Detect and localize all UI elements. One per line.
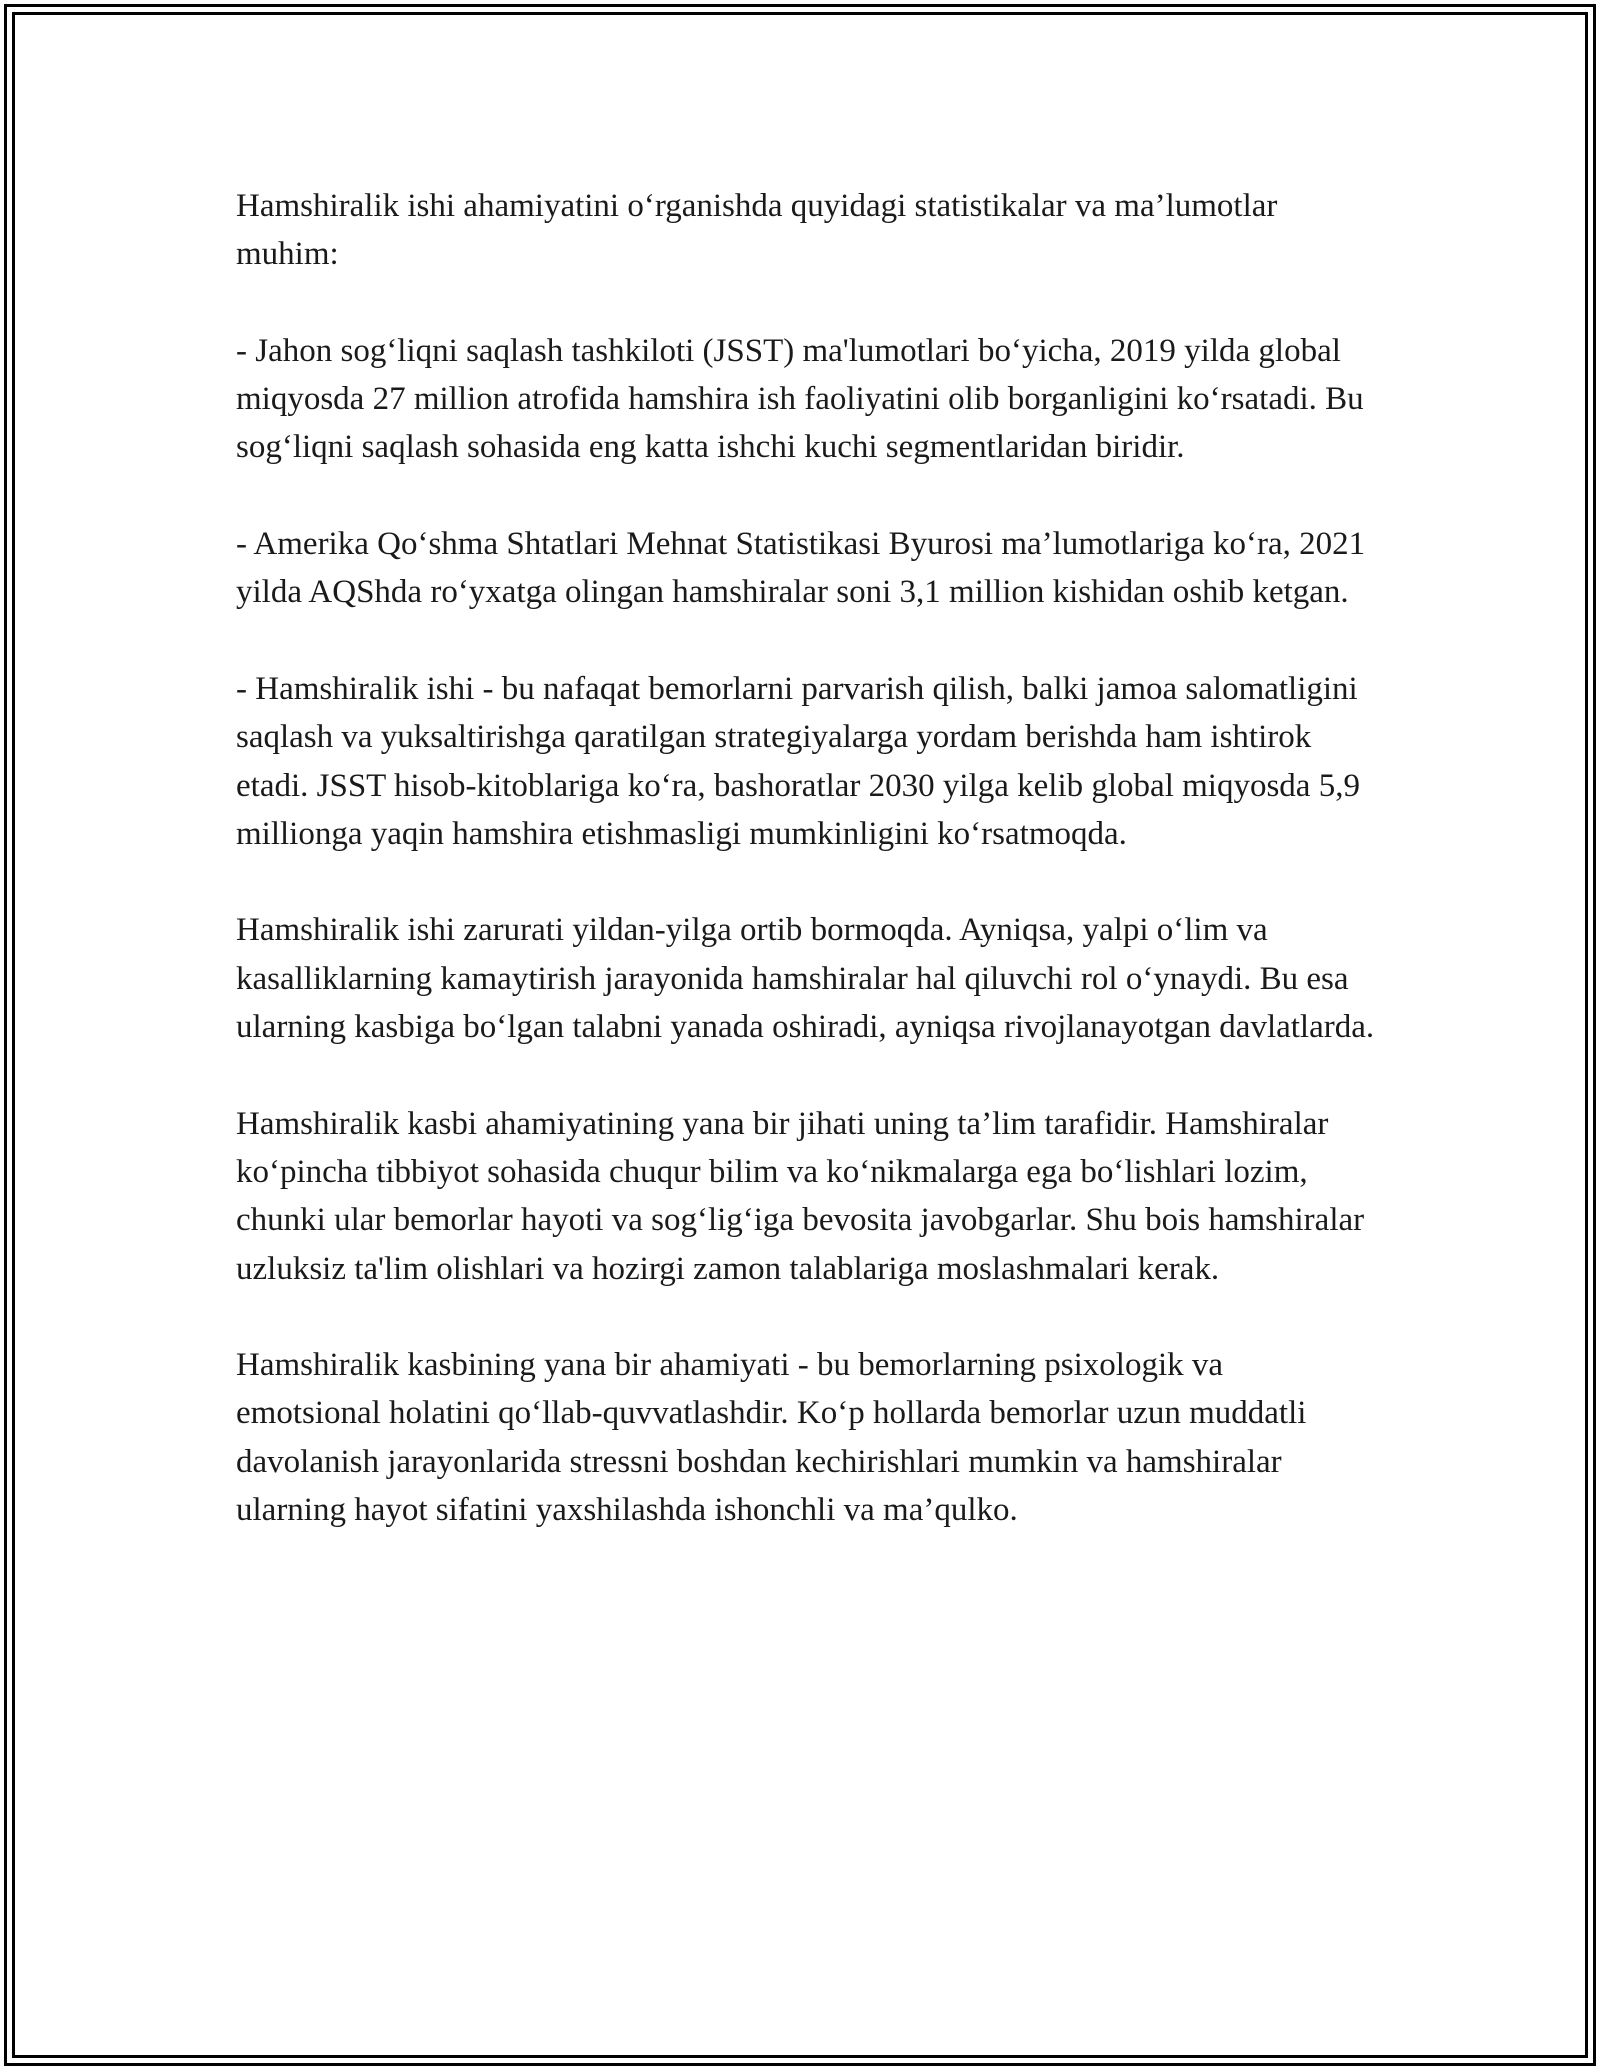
education-paragraph: Hamshiralik kasbi ahamiyatining yana bir jihati uning ta’lim tarafidir. Hamshiralar ko‘pincha tibbiyot sohasida chuqur bilim va ko‘nikmalarga ega bo‘lishlari lozim, chunki ular bemorlar hayoti va sog‘lig‘iga bevosita javobgarlar. Shu bois hamshiralar uzluksiz ta'lim olishlari va hozirgi zamon talablariga moslashmalari kerak.: [236, 1105, 1365, 1287]
bullet-paragraph-usa: - Amerika Qo‘shma Shtatlari Mehnat Statistikasi Byurosi ma’lumotlariga ko‘ra, 2021 yilda AQShda ro‘yxatga olingan hamshiralar soni 3,1 million kishidan oshib ketgan.: [236, 526, 1366, 611]
demand-paragraph: Hamshiralik ishi zarurati yildan-yilga ortib bormoqda. Ayniqsa, yalpi o‘lim va kasalliklarning kamaytirish jarayonida hamshiralar hal qiluvchi rol o‘ynaydi. Bu esa ularning kasbiga bo‘lgan talabni yanada oshiradi, ayniqsa rivojlanayotgan davlatlarda.: [236, 912, 1375, 1046]
intro-paragraph: Hamshiralik ishi ahamiyatini o‘rganishda quyidagi statistikalar va ma’lumotlar muhim:: [236, 188, 1278, 273]
bullet-paragraph-shortage: - Hamshiralik ishi - bu nafaqat bemorlarni parvarish qilish, balki jamoa salomatligini saqlash va yuksaltirishga qaratilgan strategiyalarga yordam berishda ham ishtirok etadi. JSST hisob-kitoblariga ko‘ra, bashoratlar 2030 yilga kelib global miqyosda 5,9 millionga yaqin hamshira etishmasligi mumkinligini ko‘rsatmoqda.: [236, 670, 1360, 852]
bullet-paragraph-who: - Jahon sog‘liqni saqlash tashkiloti (JSST) ma'lumotlari bo‘yicha, 2019 yilda global miqyosda 27 million atrofida hamshira ish faoliyatini olib borganligini ko‘rsatadi. Bu sog‘liqni saqlash sohasida eng katta ishchi kuchi segmentlaridan biridir.: [236, 332, 1364, 466]
psychological-support-paragraph: Hamshiralik kasbining yana bir ahamiyati - bu bemorlarning psixologik va emotsional holatini qo‘llab-quvvatlashdir. Ko‘p hollarda bemorlar uzun muddatli davolanish jarayonlarida stressni boshdan kechirishlari mumkin va hamshiralar ularning hayot sifatini yaxshilashda ishonchli va ma’qulko.: [236, 1347, 1307, 1529]
document-body: [236, 182, 1376, 1534]
